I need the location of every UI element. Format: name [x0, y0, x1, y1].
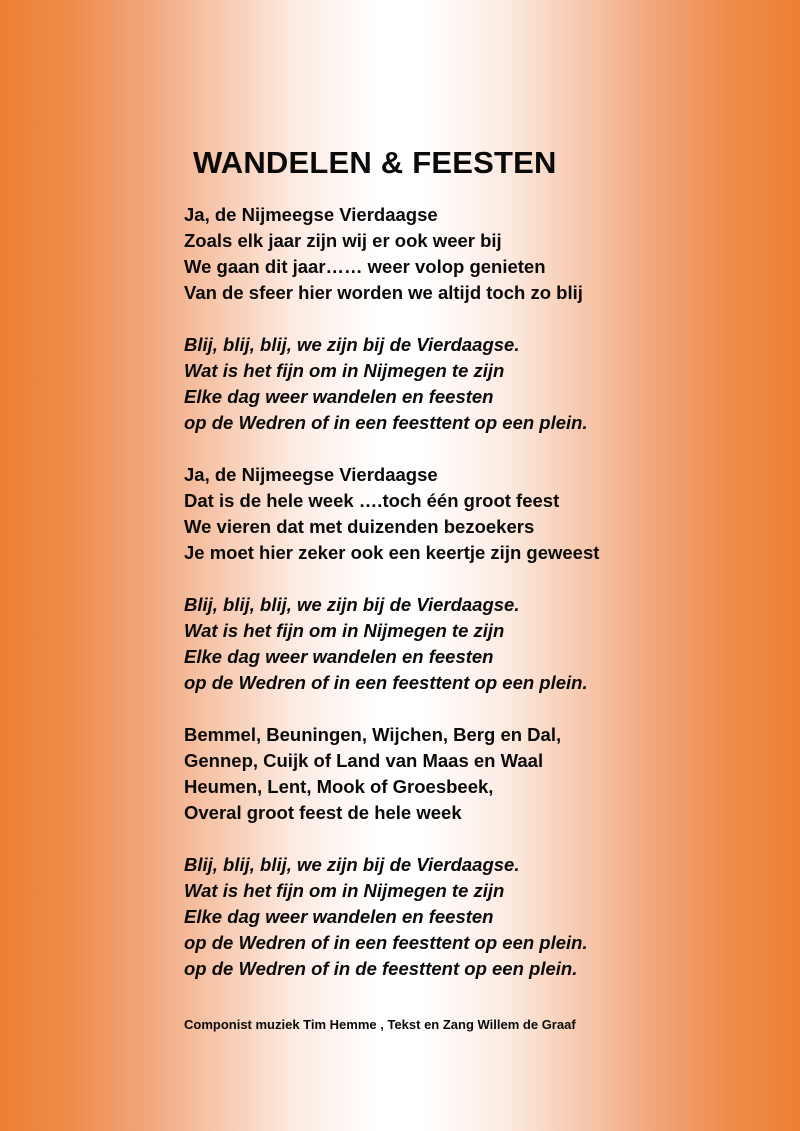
lyric-line: We vieren dat met duizenden bezoekers — [184, 516, 535, 537]
lyric-line: Heumen, Lent, Mook of Groesbeek, — [184, 776, 494, 797]
lyric-line: op de Wedren of in een feesttent op een plein. — [184, 412, 588, 433]
lyric-line: Bemmel, Beuningen, Wijchen, Berg en Dal, — [184, 724, 562, 745]
lyric-line: We gaan dit jaar…… weer volop genieten — [184, 256, 546, 277]
lyric-line: Wat is het fijn om in Nijmegen te zijn — [184, 880, 505, 901]
lyric-line: Overal groot feest de hele week — [184, 802, 462, 823]
lyric-line: Wat is het fijn om in Nijmegen te zijn — [184, 620, 505, 641]
lyric-line: op de Wedren of in de feesttent op een plein. — [184, 958, 578, 979]
lyrics-body — [184, 202, 784, 1008]
verse-1 — [184, 202, 784, 306]
lyric-line: Van de sfeer hier worden we altijd toch zo blij — [184, 282, 583, 303]
lyric-line: Elke dag weer wandelen en feesten — [184, 646, 494, 667]
lyric-line: Dat is de hele week ….toch één groot feest — [184, 490, 560, 511]
chorus-1 — [184, 332, 784, 436]
credits-line: Componist muziek Tim Hemme , Tekst en Zang Willem de Graaf — [184, 1017, 576, 1032]
lyric-line: Wat is het fijn om in Nijmegen te zijn — [184, 360, 505, 381]
lyric-line: op de Wedren of in een feesttent op een plein. — [184, 672, 588, 693]
lyric-line: Blij, blij, blij, we zijn bij de Vierdaagse. — [184, 594, 520, 615]
lyric-line: Blij, blij, blij, we zijn bij de Vierdaagse. — [184, 334, 520, 355]
chorus-2 — [184, 592, 784, 696]
lyric-line: Blij, blij, blij, we zijn bij de Vierdaagse. — [184, 854, 520, 875]
verse-2 — [184, 462, 784, 566]
lyric-line: Zoals elk jaar zijn wij er ook weer bij — [184, 230, 502, 251]
lyric-line: op de Wedren of in een feesttent op een plein. — [184, 932, 588, 953]
lyric-line: Je moet hier zeker ook een keertje zijn geweest — [184, 542, 600, 563]
lyric-line: Ja, de Nijmeegse Vierdaagse — [184, 464, 438, 485]
lyric-line: Gennep, Cuijk of Land van Maas en Waal — [184, 750, 544, 771]
song-title: WANDELEN & FEESTEN — [193, 145, 557, 180]
lyric-line: Ja, de Nijmeegse Vierdaagse — [184, 204, 438, 225]
verse-3 — [184, 722, 784, 826]
chorus-3 — [184, 852, 784, 982]
lyric-line: Elke dag weer wandelen en feesten — [184, 906, 494, 927]
lyric-line: Elke dag weer wandelen en feesten — [184, 386, 494, 407]
